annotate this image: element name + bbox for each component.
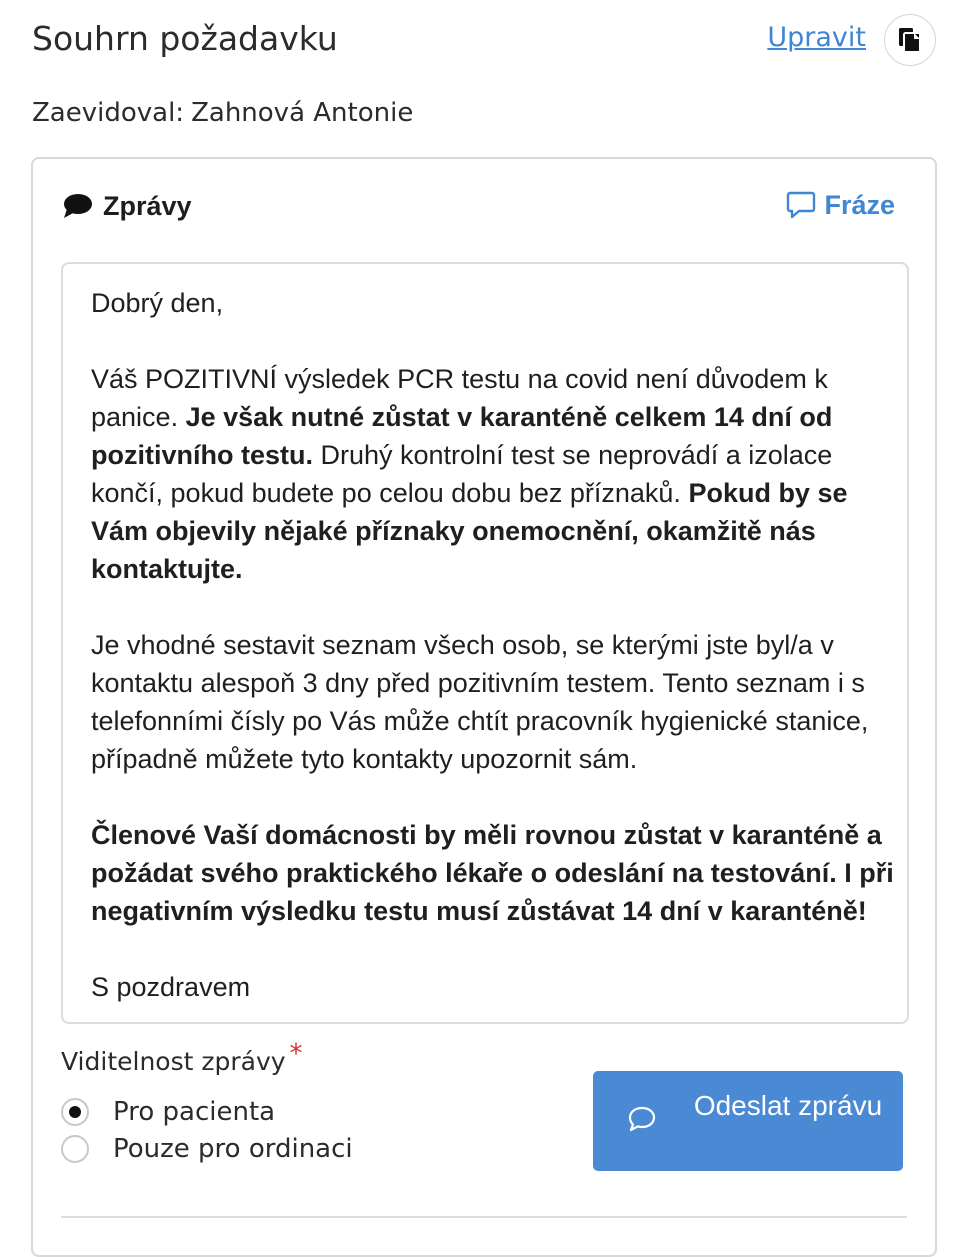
message-line-bold: Vám objevily nějaké příznaky onemocnění, okamžitě nás	[91, 516, 816, 546]
message-line: kontaktu alespoň 3 dny před pozitivním testem. Tento seznam i s	[91, 668, 865, 698]
message-paragraph-3	[91, 816, 894, 930]
phrases-button[interactable]	[786, 185, 895, 225]
required-asterisk: *	[289, 1039, 303, 1069]
messages-heading	[63, 187, 192, 225]
edit-link[interactable]: Upravit	[767, 22, 866, 53]
divider	[61, 1216, 907, 1218]
copy-icon	[898, 27, 922, 53]
radio-label-patient: Pro pacienta	[113, 1097, 276, 1127]
message-line-bold: pozitivního testu.	[91, 440, 313, 470]
radio-label-office-only: Pouze pro ordinaci	[113, 1134, 353, 1164]
speech-bubble-icon	[63, 193, 93, 219]
message-line: případně můžete tyto kontakty upozornit sám.	[91, 744, 638, 774]
radio-option-patient[interactable]	[61, 1094, 275, 1130]
message-paragraph-1	[91, 360, 879, 588]
comment-outline-icon	[627, 1105, 657, 1133]
message-line-bold: Je však nutné zůstat v karanténě celkem 14 dní od	[185, 402, 833, 432]
message-line-bold: požádat svého praktického lékaře o odeslání na testování. I při	[91, 858, 894, 888]
send-button-label: Odeslat zprávu	[693, 1090, 883, 1121]
message-line: telefonními čísly po Vás může chtít pracovník hygienické stanice,	[91, 706, 869, 736]
registered-by-name: Zahnová Antonie	[191, 98, 414, 128]
registered-by	[32, 94, 413, 132]
radio-dot	[69, 1106, 81, 1118]
phrases-label: Fráze	[824, 189, 895, 220]
message-line-bold: Členové Vaší domácnosti by měli rovnou zůstat v karanténě a	[91, 820, 882, 850]
copy-button[interactable]	[884, 14, 936, 66]
message-closing: S pozdravem	[91, 972, 251, 1002]
messages-title: Zprávy	[103, 190, 192, 221]
summary-header	[32, 14, 936, 64]
registered-by-label: Zaevidoval:	[32, 98, 185, 128]
send-message-button[interactable]	[593, 1071, 903, 1171]
message-greeting: Dobrý den,	[91, 288, 224, 318]
message-line-bold: negativním výsledku testu musí zůstávat 14 dní v karanténě!	[91, 896, 867, 926]
message-line: Váš POZITIVNÍ výsledek PCR testu na covid není důvodem k	[91, 364, 828, 394]
message-line: končí, pokud budete po celou dobu bez příznaků.	[91, 478, 689, 508]
message-line-bold: Pokud by se	[688, 478, 848, 508]
radio-button-selected[interactable]	[61, 1098, 89, 1126]
page-title: Souhrn požadavku	[32, 19, 338, 58]
comment-outline-icon	[786, 190, 816, 220]
message-line: Je vhodné sestavit seznam všech osob, se kterými jste byl/a v	[91, 630, 834, 660]
visibility-label	[61, 1039, 303, 1080]
message-line: panice.	[91, 402, 186, 432]
message-line: Druhý kontrolní test se neprovádí a izolace	[313, 440, 833, 470]
radio-option-office-only[interactable]	[61, 1131, 353, 1167]
radio-button[interactable]	[61, 1135, 89, 1163]
visibility-label-text: Viditelnost zprávy	[61, 1047, 286, 1076]
message-line-bold: kontaktujte.	[91, 554, 243, 584]
messages-card	[31, 157, 937, 1257]
message-textarea[interactable]	[61, 262, 909, 1024]
message-paragraph-2	[91, 626, 879, 778]
